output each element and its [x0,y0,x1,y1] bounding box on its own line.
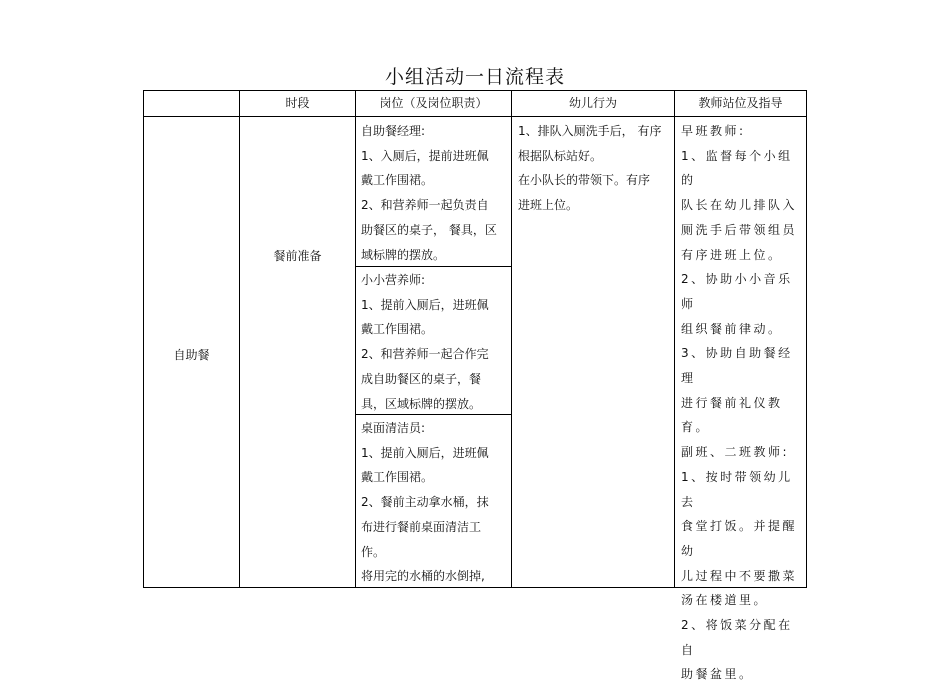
header-cell-period: 时段 [285,96,310,110]
role-cell-nutritionist: 小小营养师: 1、提前入厕后，进班佩 戴工作围裙。 2、和营养师一起合作完 成自助餐区的桌子，餐 具，区域标牌的摆放。 [361,273,489,411]
role-cell-cleaner: 桌面清洁员: 1、提前入厕后，进班佩 戴工作围裙。 2、餐前主动拿水桶，抹 布进行餐前桌面清洁工 作。 将用完的水桶的水倒掉, [361,421,489,584]
header-row-divider [144,116,806,117]
teacher-guidance-cell: 早班教师: 1、监督每个小组的 队长在幼儿排队入 厕洗手后带领组员 有序进班上位。 2、协助小小音乐师 组织餐前律动。 3、协助自助餐经理 进行餐前礼仪教育。 副班、二班教师: 1、按时带领幼儿去 食堂打饭。并提醒幼 儿过程中不要撒菜 汤在楼道里。 2、将饭菜分配在自 助餐盆里。 [681,124,798,682]
column-divider-3 [511,91,512,587]
header-cell-teacher-guidance: 教师站位及指导 [698,96,783,110]
header-cell-child-behavior: 幼儿行为 [568,96,617,110]
schedule-table [143,90,807,682]
child-behavior-cell: 1、排队入厕洗手后， 有序 根据队标站好。 在小队长的带领下。有序 进班上位。 [518,124,662,213]
role-cell-manager: 自助餐经理: 1、入厕后，提前进班佩 戴工作围裙。 2、和营养师一起负责自 助餐区的桌子， 餐具，区 域标牌的摆放。 [361,124,497,262]
period-cell: 餐前准备 [273,249,322,263]
column-divider-4 [674,91,675,587]
page-title: 小组活动一日流程表 [384,66,565,88]
column-divider-2 [355,91,356,587]
header-cell-blank [144,91,239,116]
activity-cell: 自助餐 [173,348,210,362]
column-divider-1 [239,91,240,587]
header-cell-role: 岗位（及岗位职责） [379,96,488,110]
